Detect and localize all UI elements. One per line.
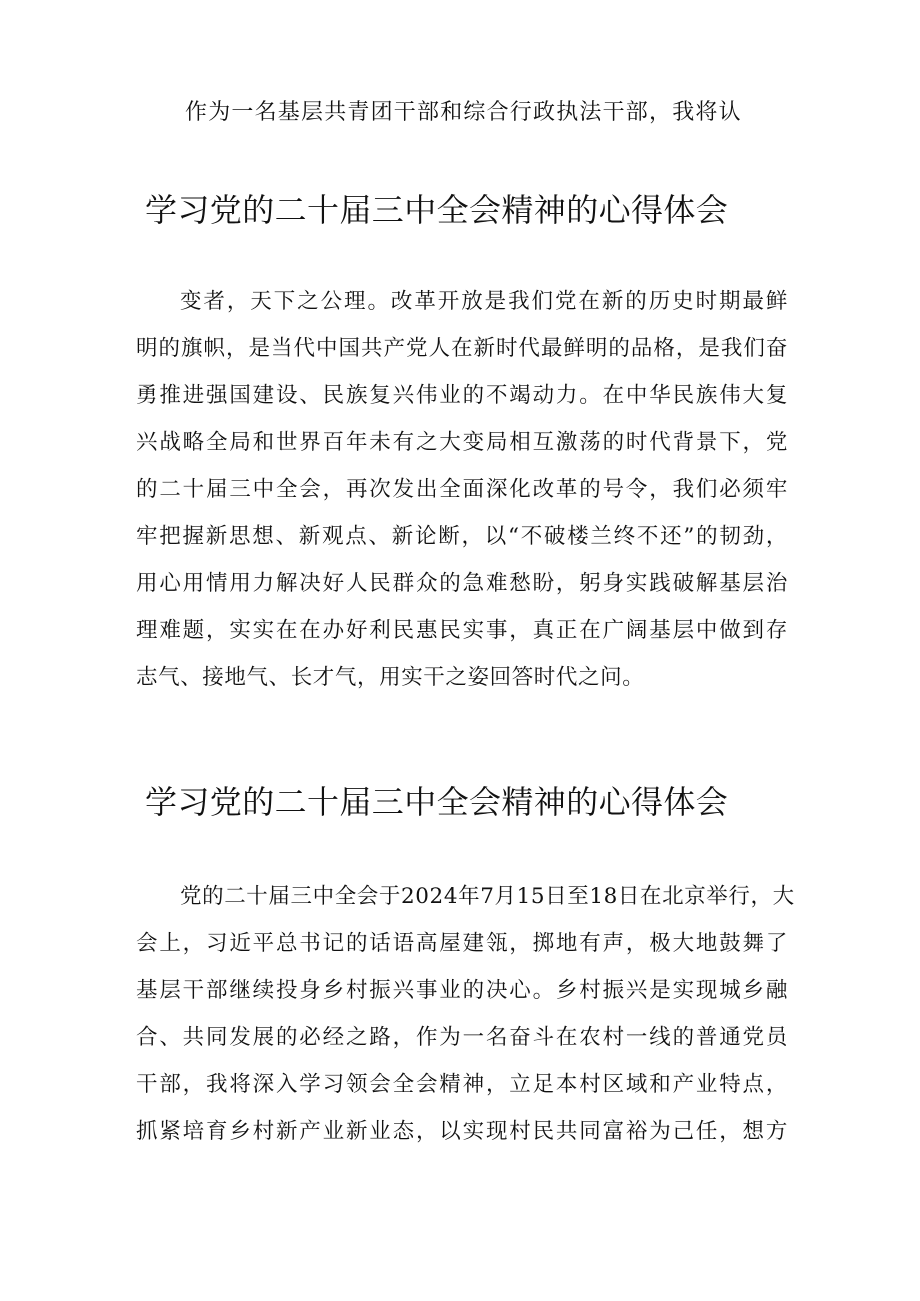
paragraph-line: 兴战略全局和世界百年未有之大变局相互激荡的时代背景下，党 bbox=[136, 430, 788, 455]
section-paragraph bbox=[136, 873, 795, 1155]
paragraph-line: 基层干部继续投身乡村振兴事业的决心。乡村振兴是实现城乡融 bbox=[136, 978, 788, 1003]
paragraph-line: 用心用情用力解决好人民群众的急难愁盼，躬身实践破解基层治 bbox=[136, 571, 788, 596]
paragraph-line: 的二十届三中全会，再次发出全面深化改革的号令，我们必须牢 bbox=[136, 477, 788, 502]
paragraph-line: 变者，天下之公理。改革开放是我们党在新的历史时期最鲜 bbox=[180, 289, 788, 314]
section-paragraph bbox=[136, 278, 788, 701]
paragraph-line: 志气、接地气、长才气，用实干之姿回答时代之问。 bbox=[136, 665, 645, 690]
paragraph-line: 勇推进强国建设、民族复兴伟业的不竭动力。在中华民族伟大复 bbox=[136, 383, 788, 408]
paragraph-line: 理难题，实实在在办好利民惠民实事，真正在广阔基层中做到存 bbox=[136, 618, 788, 643]
paragraph-line: 合、共同发展的必经之路，作为一名奋斗在农村一线的普通党员 bbox=[136, 1025, 788, 1050]
paragraph-line: 抓紧培育乡村新产业新业态，以实现村民共同富裕为己任，想方 bbox=[136, 1119, 788, 1144]
section-title: 学习党的二十届三中全会精神的心得体会 bbox=[145, 191, 729, 229]
continued-text-line: 作为一名基层共青团干部和综合行政执法干部，我将认 bbox=[185, 100, 742, 125]
paragraph-line: 干部，我将深入学习领会全会精神，立足本村区域和产业特点， bbox=[136, 1072, 788, 1097]
paragraph-line: 会上，习近平总书记的话语高屋建瓴，掷地有声，极大地鼓舞了 bbox=[136, 931, 788, 956]
paragraph-line: 牢把握新思想、新观点、新论断，以“不破楼兰终不还”的韧劲， bbox=[136, 524, 788, 549]
paragraph-line: 明的旗帜，是当代中国共产党人在新时代最鲜明的品格，是我们奋 bbox=[136, 336, 788, 361]
paragraph-line: 党的二十届三中全会于2024年7月15日至18日在北京举行，大 bbox=[180, 884, 795, 909]
section-title: 学习党的二十届三中全会精神的心得体会 bbox=[145, 783, 729, 821]
